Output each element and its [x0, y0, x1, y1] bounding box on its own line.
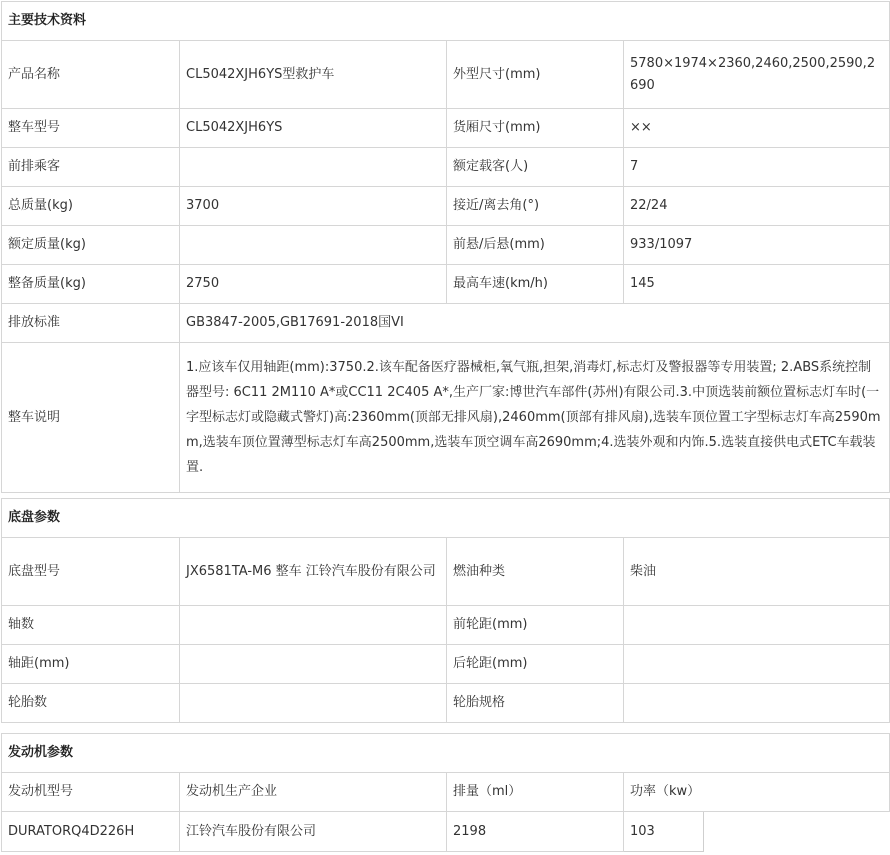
emission-label: 排放标准 — [2, 304, 180, 343]
tech-table — [1, 1, 890, 493]
table-row — [2, 684, 890, 723]
engine-header: 排量（ml） — [447, 773, 624, 812]
table-row — [2, 41, 890, 109]
row-label: 后轮距(mm) — [447, 645, 624, 684]
row-label: 轴距(mm) — [2, 645, 180, 684]
engine-table — [1, 733, 890, 852]
table-row — [2, 187, 890, 226]
engine-header: 功率（kw） — [624, 773, 890, 812]
row-label: 前排乘客 — [2, 148, 180, 187]
row-label: 前轮距(mm) — [447, 606, 624, 645]
row-value: 5780×1974×2360,2460,2500,2590,2690 — [624, 41, 890, 109]
engine-power-value: 103 — [624, 812, 704, 852]
row-value — [624, 606, 890, 645]
row-value — [180, 645, 447, 684]
table-row — [2, 538, 890, 606]
row-value: 7 — [624, 148, 890, 187]
row-label: 燃油种类 — [447, 538, 624, 606]
table-row — [2, 304, 890, 343]
engine-maker-value: 江铃汽车股份有限公司 — [180, 812, 447, 852]
emission-value: GB3847-2005,GB17691-2018国VI — [180, 304, 890, 343]
table-row — [2, 265, 890, 304]
table-row — [2, 343, 890, 493]
row-value: CL5042XJH6YS型救护车 — [180, 41, 447, 109]
row-label: 外型尺寸(mm) — [447, 41, 624, 109]
row-value: 145 — [624, 265, 890, 304]
engine-section-title: 发动机参数 — [2, 734, 890, 773]
engine-header: 发动机生产企业 — [180, 773, 447, 812]
table-row — [2, 645, 890, 684]
row-value — [624, 645, 890, 684]
table-row — [2, 148, 890, 187]
engine-header: 发动机型号 — [2, 773, 180, 812]
row-value: 2750 — [180, 265, 447, 304]
row-value — [180, 684, 447, 723]
row-value: JX6581TA-M6 整车 江铃汽车股份有限公司 — [180, 538, 447, 606]
row-value — [624, 684, 890, 723]
row-label: 底盘型号 — [2, 538, 180, 606]
row-label: 接近/离去角(°) — [447, 187, 624, 226]
row-label: 整备质量(kg) — [2, 265, 180, 304]
row-label: 额定质量(kg) — [2, 226, 180, 265]
row-value — [180, 148, 447, 187]
row-label: 轮胎数 — [2, 684, 180, 723]
description-value: 1.应该车仅用轴距(mm):3750.2.该车配备医疗器械柜,氧气瓶,担架,消毒灯,标志灯及警报器等专用装置; 2.ABS系统控制器型号: 6C11 2M110 A*或CC11 2C405 A*,生产厂家:博世汽车部件(苏州)有限公司.3.中顶选装前额位置标志灯车时(一字型标志灯或隐藏式警灯)高:2360mm(顶部无排风扇),2460mm(顶部有排风扇),选装车顶位置工字型标志灯车高2590mm,选装车顶位置薄型标志灯车高2500mm,选装车顶空调车高2690mm;4.选装外观和内饰.5.选装直接供电式ETC车载装置. — [180, 343, 890, 493]
row-label: 产品名称 — [2, 41, 180, 109]
row-label: 总质量(kg) — [2, 187, 180, 226]
row-label: 轮胎规格 — [447, 684, 624, 723]
row-value: 3700 — [180, 187, 447, 226]
row-value — [180, 226, 447, 265]
engine-header-row — [2, 773, 890, 812]
row-label: 货厢尺寸(mm) — [447, 109, 624, 148]
row-label: 轴数 — [2, 606, 180, 645]
tech-section-title: 主要技术资料 — [2, 2, 890, 41]
table-row — [2, 606, 890, 645]
row-label: 前悬/后悬(mm) — [447, 226, 624, 265]
row-value: 柴油 — [624, 538, 890, 606]
table-row — [2, 109, 890, 148]
row-value: 933/1097 — [624, 226, 890, 265]
row-value — [180, 606, 447, 645]
row-label: 额定载客(人) — [447, 148, 624, 187]
blank-cell — [704, 812, 890, 852]
engine-model-value: DURATORQ4D226H — [2, 812, 180, 852]
chassis-table — [1, 498, 890, 723]
chassis-section-title: 底盘参数 — [2, 499, 890, 538]
row-label: 整车型号 — [2, 109, 180, 148]
row-value: CL5042XJH6YS — [180, 109, 447, 148]
engine-displacement-value: 2198 — [447, 812, 624, 852]
engine-value-row — [2, 812, 890, 852]
row-value: ×× — [624, 109, 890, 148]
row-value: 22/24 — [624, 187, 890, 226]
row-label: 最高车速(km/h) — [447, 265, 624, 304]
description-label: 整车说明 — [2, 343, 180, 493]
table-row — [2, 226, 890, 265]
